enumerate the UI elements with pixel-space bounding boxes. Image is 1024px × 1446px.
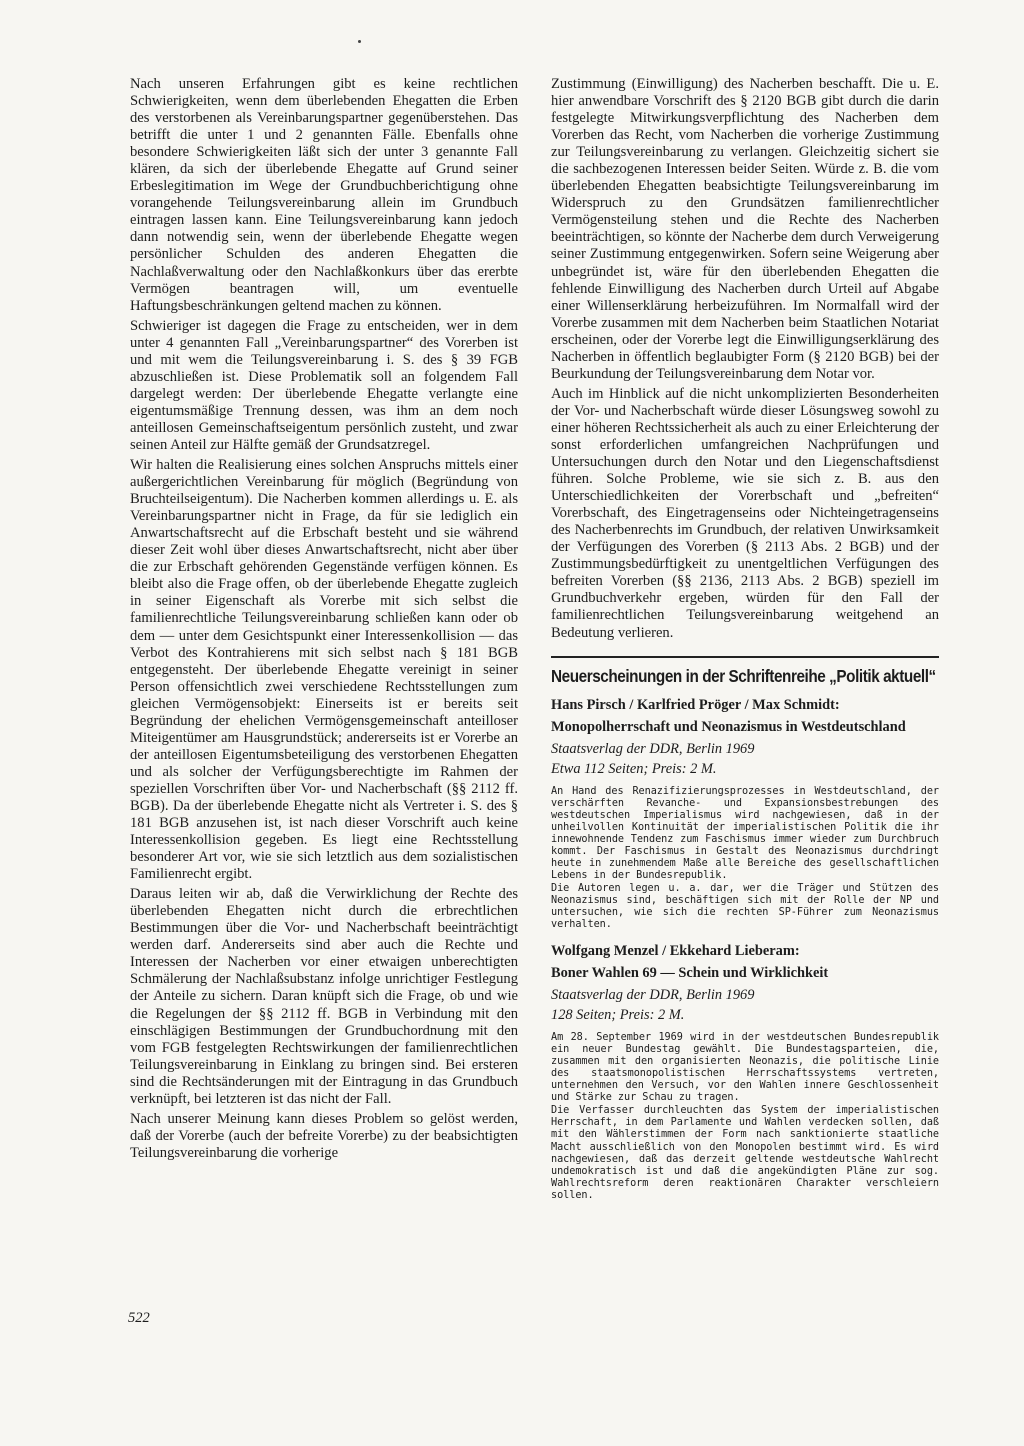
paragraph: Auch im Hinblick auf die nicht unkomplizierten Besonderheiten der Vor- und Nacherbschaft würde dieser Lösungsweg sowohl zu einer höheren Rechtssicherheit als auch zu einer Erleichterung der sonst erforderlichen umfangreichen Nachprüfungen und Untersuchungen durch den Notar und den Liegenschaftsdienst führen. Solche Probleme, wie sie sich z. B. aus den Unterschiedlichkeiten der Vorerbschaft und „befreiten“ Vorerbschaft, des Eingetragenseins oder Nichteingetragenseins des Nacherbenrechts im Grundbuch, der relativen Unwirksamkeit der Verfügungen des Vorerben (§ 2113 Abs. 2 BGB) und der Zustimmungsbedürftigkeit zu unentgeltlichen Verfügungen des befreiten Vorerben (§§ 2136, 2113 Abs. 2 BGB) speziell im Grundbuchverkehr ergeben, würden für den Fall der familienrechtlichen Teilungsvereinbarung weitgehend an Bedeutung verlieren. (551, 385, 939, 641)
left-column (130, 76, 518, 1165)
book-authors: Hans Pirsch / Karlfried Pröger / Max Schmidt: (551, 696, 840, 713)
book-publisher: Staatsverlag der DDR, Berlin 1969 (551, 987, 755, 1004)
book-title: Boner Wahlen 69 — Schein und Wirklichkeit (551, 965, 829, 982)
right-column (551, 76, 939, 1212)
paragraph: Daraus leiten wir ab, daß die Verwirklichung der Rechte des überlebenden Ehegatten nicht durch die erbrechtlichen Bestimmungen über die Vor- und Nacherbschaft beeinträchtigt werden darf. Andererseits sind aber auch die Rechte und Interessen der Nacherben vor einer etwaigen unberechtigten Schmälerung der Nachlaßsubstanz infolge unrichtiger Festlegung der Anteile zu sichern. Daran knüpft sich die Frage, ob und wie die Regelungen der §§ 2112 ff. BGB in Verbindung mit den einschlägigen Bestimmungen der Grundbuchordnung mit den vom FGB festgelegten Rechtswirkungen der familienrechtlichen Teilungsvereinbarung in Einklang zu bringen sind. Bei ersteren sind die Rechtsänderungen mit der Eintragung in das Grundbuch verknüpft, bei letzteren ist das nicht der Fall. (130, 886, 518, 1107)
book-description: Die Autoren legen u. a. dar, wer die Träger und Stützen des Neonazismus sind, beschäftigen sich mit der Rolle der NP und untersuchen, wie sich die rechten SP-Führer zum Neonazismus verhalten. (551, 882, 939, 931)
paragraph: Zustimmung (Einwilligung) des Nacherben beschafft. Die u. E. hier anwendbare Vorschrift des § 2120 BGB gibt durch die darin festgelegte Mitwirkungsverpflichtung des Nacherben dem Vorerben das Recht, vom Nacherben die vorherige Zustimmung zur Teilungsvereinbarung zu verlangen. Gleichzeitig sichert sie die sachbezogenen Interessen beider Seiten. Würde z. B. die vom überlebenden Ehegatten beabsichtigte Teilungsvereinbarung im Widerspruch zu den Grundsätzen familienrechtlicher Vermögensteilung stehen und die Rechte des Nacherben beeinträchtigen, so könnte der Nacherbe dem durch Verweigerung seiner Zustimmung entgegenwirken. Sofern seine Weigerung aber unbegründet ist, wäre für den überlebenden Ehegatten die fehlende Einwilligung des Nacherben durch Urteil auf Abgabe einer Willenserklärung herbeizuführen. Im Normalfall wird der Vorerbe zusammen mit dem Nacherben beim Staatlichen Notariat erscheinen, oder der Vorerbe legt die Einwilligungserklärung des Nacherben in öffentlich beglaubigter Form (§ 2120 BGB) bei der Beurkundung der Teilungsvereinbarung dem Notar vor. (551, 76, 939, 382)
book-details: Etwa 112 Seiten; Preis: 2 M. (551, 760, 717, 777)
book-listing (551, 695, 939, 932)
paragraph: Nach unserer Meinung kann dieses Problem so gelöst werden, daß der Vorerbe (auch der befreite Vorerbe) zu der beabsichtigten Teilungsvereinbarung die vorherige (130, 1110, 518, 1161)
book-publisher: Staatsverlag der DDR, Berlin 1969 (551, 740, 755, 757)
paragraph: Wir halten die Realisierung eines solchen Anspruchs mittels einer außergerichtlichen Vereinbarung für möglich (Begründung von Bruchteilseigentum). Die Nacherben kommen allerdings u. E. als Vereinbarungspartner nicht in Frage, da für sie lediglich ein Anwartschaftsrecht auf die Erbschaft besteht und sie während dieser Zeit wohl über dieses Anwartschaftsrecht, nicht aber über die zur Erbschaft gehörenden Gegenstände verfügen können. Es bleibt also die Frage offen, ob der überlebende Ehegatte zugleich in seiner Eigenschaft als Vorerbe mit sich selbst die familienrechtliche Teilungsvereinbarung schließen kann oder ob dem — unter dem Gesichtspunkt einer Interessenkollision — das Verbot des Kontrahierens mit sich selbst nach § 181 BGB entgegensteht. Der überlebende Ehegatte vereinigt in seiner Person offensichtlich zwei verschiedene Rechtsstellungen zum gleichen Vermögensobjekt: Einerseits ist er bereits seit Begründung der ehelichen Vermögensgemeinschaft anteilloser Miteigentümer am Hausgrundstück; andererseits ist er Vorerbe an der anteillosen Eigentumsbeteiligung des verstorbenen Ehegatten und als solcher der Verfügungsberechtigte im Rahmen der speziellen Vorschriften über Vor- und Nacherbschaft (§§ 2112 ff. BGB). Da der überlebende Ehegatte nicht als Vertreter i. S. des § 181 BGB anzusehen ist, ist nach dieser Vorschrift auch keine Interessenkollision gegeben. Es liegt eine Rechtsstellung besonderer Art vor, wie sie sich letztlich aus dem sozialistischen Familienrecht ergibt. (130, 457, 518, 883)
book-listing (551, 941, 939, 1202)
book-title: Monopolherrschaft und Neonazismus in Westdeutschland (551, 718, 906, 735)
page-number: 522 (128, 1310, 150, 1326)
page-speck (358, 40, 361, 43)
paragraph: Nach unseren Erfahrungen gibt es keine rechtlichen Schwierigkeiten, wenn dem überlebenden Ehegatten die Erben des verstorbenen als Vereinbarungspartner gegenüberstehen. Das betrifft die unter 1 und 2 genannten Fälle. Ebenfalls ohne besondere Schwierigkeiten läßt sich der unter 3 genannte Fall klären, da sich der überlebende Ehegatte auf Grund seiner Erbeslegitimation im Wege der Grundbuchberichtigung ohne vorangehende Teilungsvereinbarung allein im Grundbuch eintragen lassen kann. Eine Teilungsvereinbarung kann jedoch dann notwendig sein, wenn der überlebende Ehegatte wegen persönlicher Schulden des anderen Ehegatten die Nachlaßverwaltung oder den Nachlaßkonkurs über das ererbte Vermögen beantragen will, um eventuelle Haftungsbeschränkungen geltend machen zu können. (130, 76, 518, 314)
book-description: Die Verfasser durchleuchten das System der imperialistischen Herrschaft, in dem Parlamente und Wahlen verdecken sollen, daß mit den Wählerstimmen der Form nach sanktionierte staatliche Macht ausschließlich von den Monopolen bestimmt wird. Es wird nachgewiesen, daß das derzeit geltende westdeutsche Wahlrecht undemokratisch ist und daß die angekündigten Pläne zur sog. Wahlrechtsreform deren reaktionären Charakter verschleiern sollen. (551, 1105, 939, 1201)
book-description: An Hand des Renazifizierungsprozesses in Westdeutschland, der verschärften Revanche- und Expansionsbestrebungen des westdeutschen Imperialismus wird nachgewiesen, daß in der unheilvollen Kontinuität der imperialistischen Politik die ihr innewohnende Tendenz zum Faschismus immer wieder zum Durchbruch kommt. Der Faschismus in Gestalt des Neonazismus durchdringt heute in zunehmendem Maße alle Bereiche des gesellschaftlichen Lebens in der Bundesrepublik. (551, 785, 939, 881)
paragraph: Schwieriger ist dagegen die Frage zu entscheiden, wer in dem unter 4 genannten Fall „Vereinbarungspartner“ des Vorerben ist und mit wem die Teilungsvereinbarung i. S. des § 39 FGB abzuschließen ist. Diese Problematik soll an folgendem Fall dargelegt werden: Der überlebende Ehegatte verlangte eine eigentumsmäßige Trennung dessen, was ihm an dem noch anteillosen Gemeinschaftseigentum persönlich zusteht, und zwar seinen Anteil zur Hälfte gemäß der Grundsatzregel. (130, 317, 518, 453)
section-divider (551, 656, 939, 658)
book-details: 128 Seiten; Preis: 2 M. (551, 1007, 685, 1024)
book-authors: Wolfgang Menzel / Ekkehard Lieberam: (551, 943, 800, 960)
book-description: Am 28. September 1969 wird in der westdeutschen Bundesrepublik ein neuer Bundestag gewählt. Die Bundestagsparteien, die, zusammen mit den organisierten Neonazis, die politische Linie des staatsmonopolistischen Herrschaftssystems vertreten, unternehmen den Versuch, vor den Wahlen innere Geschlossenheit und Stärke zur Schau zu tragen. (551, 1032, 939, 1104)
new-releases-heading: Neuerscheinungen in der Schriftenreihe „Politik aktuell“ (551, 665, 936, 686)
